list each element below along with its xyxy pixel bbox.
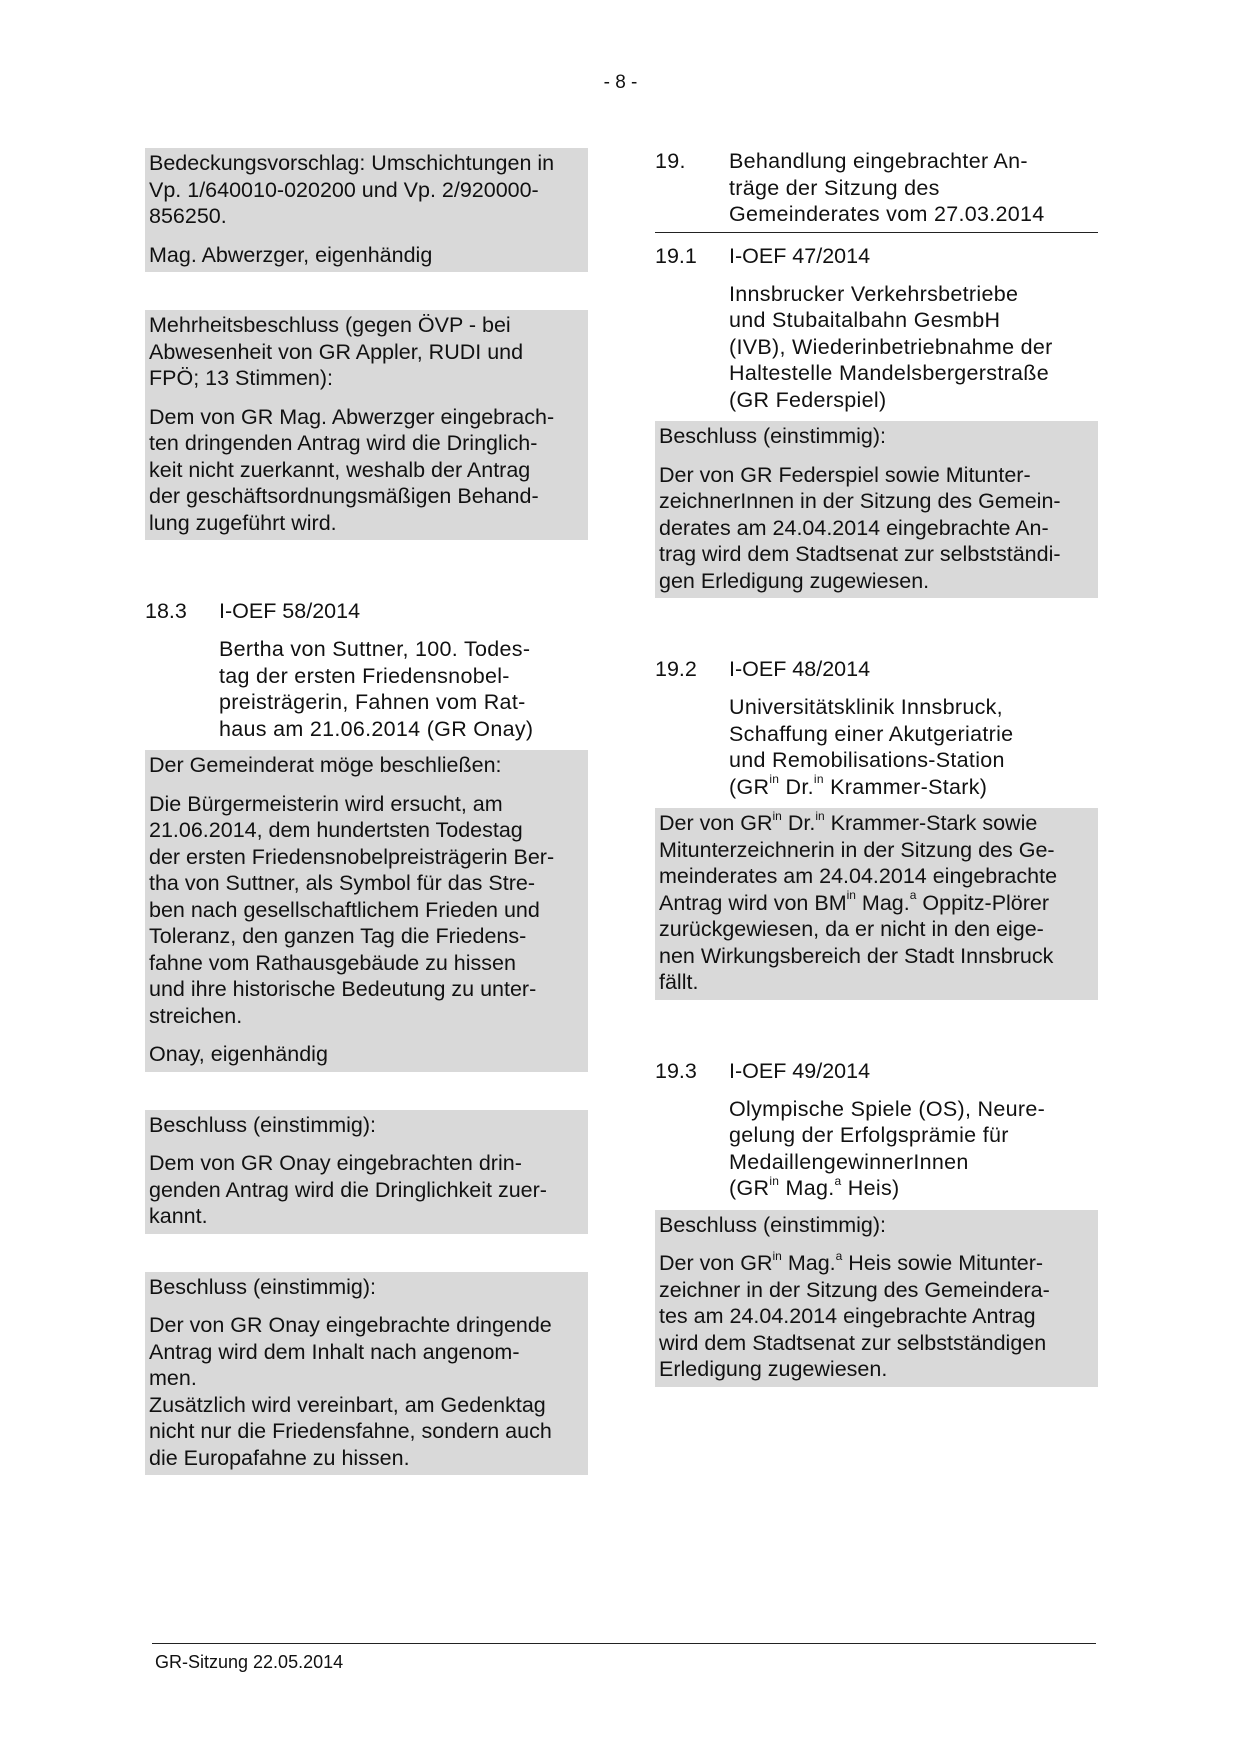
- text-line: FPÖ; 13 Stimmen):: [149, 366, 333, 390]
- text-fragment: Krammer-Stark sowie: [824, 811, 1038, 835]
- text-line: (IVB), Wiederinbetriebnahme der: [729, 334, 1053, 359]
- signature-onay: Onay, eigenhändig: [149, 1042, 328, 1066]
- resolution-text: [149, 1312, 584, 1471]
- text-line: MedaillengewinnerInnen: [729, 1149, 969, 1174]
- resolution-text: [149, 1150, 584, 1230]
- motion-heading: Der Gemeinderat möge beschließen:: [149, 753, 502, 777]
- item-number: 19.3: [655, 1058, 697, 1083]
- text-line: [659, 1250, 1094, 1277]
- text-line: 856250.: [149, 204, 227, 228]
- text-line: ten dringenden Antrag wird die Dringlich-: [149, 431, 538, 455]
- item-19-3: [655, 1058, 1098, 1202]
- text-line: ben nach gesellschaftlichem Frieden und: [149, 897, 540, 922]
- superscript: in: [772, 808, 782, 823]
- text-line: Zusätzlich wird vereinbart, am Gedenktag: [149, 1392, 546, 1417]
- item-heading: [655, 243, 1098, 269]
- item-title: [729, 281, 1098, 414]
- text-line: Toleranz, den ganzen Tag die Friedens-: [149, 924, 527, 948]
- text-fragment: Dr.: [779, 774, 814, 799]
- item-code: I-OEF 49/2014: [729, 1058, 871, 1083]
- item-heading: [655, 1058, 1098, 1084]
- text-line: Schaffung einer Akutgeriatrie: [729, 721, 1014, 746]
- text-line: zeichnerInnen in der Sitzung des Gemein-: [659, 489, 1061, 513]
- text-line: die Europafahne zu hissen.: [149, 1445, 410, 1470]
- superscript: in: [769, 1173, 780, 1188]
- text-line: tha von Suttner, als Symbol für das Stre-: [149, 871, 535, 895]
- resolution-text: [659, 1250, 1094, 1383]
- text-line: und Stubaitalbahn GesmbH: [729, 308, 1001, 332]
- text-line: nen Wirkungsbereich der Stadt Innsbruck: [659, 943, 1054, 968]
- right-column: [655, 148, 1098, 1387]
- text-line: Behandlung eingebrachter An-: [729, 149, 1028, 173]
- text-fragment: (GR: [729, 774, 770, 799]
- text-line: der geschäftsordnungsmäßigen Behand-: [149, 484, 539, 508]
- text-line: lung zugeführt wird.: [149, 510, 337, 535]
- section-number: 19.: [655, 149, 686, 173]
- text-line: Erledigung zugewiesen.: [659, 1357, 888, 1381]
- text-line: gen Erledigung zugewiesen.: [659, 568, 930, 593]
- superscript: in: [769, 772, 780, 787]
- section-title: [729, 148, 1045, 228]
- text-line: derates am 24.04.2014 eingebrachte An-: [659, 515, 1049, 540]
- item-19-1: [655, 243, 1098, 414]
- text-line: Gemeinderates vom 27.03.2014: [729, 202, 1045, 226]
- item-number: 19.1: [655, 243, 697, 268]
- text-line: men.: [149, 1366, 197, 1390]
- text-line: und ihre historische Bedeutung zu unter-: [149, 977, 537, 1001]
- item-code: I-OEF 58/2014: [219, 599, 361, 623]
- item-code: I-OEF 48/2014: [729, 657, 871, 681]
- text-line: fällt.: [659, 970, 699, 994]
- footer-session-date: GR-Sitzung 22.05.2014: [155, 1652, 344, 1672]
- item-heading: [145, 598, 588, 624]
- text-line: meinderates am 24.04.2014 eingebrachte: [659, 864, 1058, 888]
- text-line: Der von GR Federspiel sowie Mitunter-: [659, 462, 1031, 487]
- text-line: fahne vom Rathausgebäude zu hissen: [149, 950, 516, 975]
- superscript: in: [813, 772, 824, 787]
- signature-abwerzger: Mag. Abwerzger, eigenhändig: [149, 242, 433, 267]
- superscript: a: [834, 1173, 842, 1188]
- text-line: tes am 24.04.2014 eingebrachte Antrag: [659, 1304, 1036, 1328]
- text-line: trag wird dem Stadtsenat zur selbstständi-: [659, 542, 1061, 566]
- text-fragment: Mag.: [779, 1176, 835, 1200]
- resolution-19-1-box: [655, 421, 1098, 598]
- text-line: zeichner in der Sitzung des Gemeindera-: [659, 1277, 1050, 1302]
- text-line: Der von GR Onay eingebrachte dringende: [149, 1313, 552, 1337]
- text-fragment: Der von GR: [659, 1251, 773, 1275]
- text-fragment: Mag.: [781, 1251, 836, 1275]
- text-line: Abwesenheit von GR Appler, RUDI und: [149, 339, 524, 364]
- coverage-proposal-box: [145, 148, 588, 272]
- coverage-proposal-text: [149, 150, 584, 230]
- resolution-19-3-box: [655, 1210, 1098, 1387]
- text-line: Olympische Spiele (OS), Neure-: [729, 1096, 1046, 1121]
- text-line: [729, 1175, 1098, 1202]
- item-number: 19.2: [655, 657, 697, 681]
- item-19-2: [655, 656, 1098, 800]
- superscript: a: [909, 888, 917, 903]
- text-line: Mitunterzeichnerin in der Sitzung des Ge-: [659, 837, 1055, 862]
- text-line: Mehrheitsbeschluss (gegen ÖVP - bei: [149, 313, 511, 337]
- text-line: [729, 774, 1098, 801]
- page-number: - 8 -: [603, 72, 638, 93]
- resolution-text: [659, 462, 1094, 595]
- text-line: [659, 810, 1094, 837]
- resolution-text: [149, 404, 584, 537]
- text-fragment: (GR: [729, 1176, 770, 1200]
- item-title: [729, 694, 1098, 800]
- superscript: in: [772, 1248, 782, 1263]
- item-code: I-OEF 47/2014: [729, 243, 871, 268]
- text-line: zurückgewiesen, da er nicht in den eige-: [659, 917, 1044, 941]
- text-line: [659, 890, 1094, 917]
- text-line: streichen.: [149, 1003, 243, 1028]
- text-line: 21.06.2014, dem hundertsten Todestag: [149, 818, 523, 842]
- urgency-resolution-box: [145, 1110, 588, 1234]
- resolution-19-2-box: [655, 808, 1098, 1000]
- text-fragment: Der von GR: [659, 811, 773, 835]
- text-line: tag der ersten Friedensnobel-: [219, 663, 510, 688]
- text-line: Dem von GR Mag. Abwerzger eingebrach-: [149, 404, 555, 429]
- superscript: a: [835, 1248, 843, 1263]
- text-line: wird dem Stadtsenat zur selbstständigen: [659, 1330, 1047, 1355]
- text-fragment: Krammer-Stark): [823, 774, 988, 799]
- text-line: träge der Sitzung des: [729, 175, 940, 200]
- text-fragment: Dr.: [781, 811, 816, 835]
- motion-text: [149, 791, 584, 1030]
- text-line: Bertha von Suttner, 100. Todes-: [219, 637, 531, 661]
- text-line: der ersten Friedensnobelpreisträgerin Ber-: [149, 844, 555, 869]
- majority-resolution-box: [145, 310, 588, 540]
- text-line: Antrag wird dem Inhalt nach angenom-: [149, 1339, 520, 1364]
- item-heading: [655, 656, 1098, 682]
- text-line: nicht nur die Friedensfahne, sondern auch: [149, 1419, 552, 1443]
- item-number: 18.3: [145, 599, 187, 623]
- item-title: [729, 1096, 1098, 1202]
- text-fragment: Oppitz-Plörer: [916, 890, 1050, 915]
- superscript: in: [815, 808, 825, 823]
- text-line: keit nicht zuerkannt, weshalb der Antrag: [149, 457, 531, 482]
- resolution-heading: Beschluss (einstimmig):: [149, 1112, 376, 1137]
- text-line: (GR Federspiel): [729, 387, 887, 412]
- text-line: kannt.: [149, 1204, 208, 1228]
- text-line: Universitätsklinik Innsbruck,: [729, 695, 1003, 719]
- text-fragment: Heis): [841, 1176, 900, 1200]
- resolution-text: [659, 810, 1094, 996]
- text-fragment: Heis sowie Mitunter-: [842, 1251, 1044, 1275]
- text-line: Innsbrucker Verkehrsbetriebe: [729, 281, 1019, 306]
- text-line: haus am 21.06.2014 (GR Onay): [219, 716, 534, 741]
- left-column: [145, 148, 588, 1475]
- resolution-heading: [149, 312, 584, 392]
- text-fragment: Mag.: [855, 890, 910, 915]
- item-18-3: [145, 598, 588, 742]
- text-line: Die Bürgermeisterin wird ersucht, am: [149, 791, 503, 816]
- text-line: Haltestelle Mandelsbergerstraße: [729, 361, 1049, 385]
- text-line: preisträgerin, Fahnen vom Rat-: [219, 690, 526, 714]
- text-fragment: Antrag wird von BM: [659, 890, 847, 915]
- section-19-heading: [655, 148, 1098, 233]
- text-line: und Remobilisations-Station: [729, 748, 1005, 772]
- resolution-heading: Beschluss (einstimmig):: [659, 424, 886, 448]
- text-line: Dem von GR Onay eingebrachten drin-: [149, 1151, 522, 1175]
- text-line: Vp. 1/640010-020200 und Vp. 2/920000-: [149, 177, 539, 202]
- resolution-heading: Beschluss (einstimmig):: [149, 1274, 376, 1299]
- text-line: Bedeckungsvorschlag: Umschichtungen in: [149, 151, 555, 175]
- content-resolution-box: [145, 1272, 588, 1476]
- motion-box: [145, 750, 588, 1072]
- resolution-heading: Beschluss (einstimmig):: [659, 1212, 886, 1237]
- text-line: genden Antrag wird die Dringlichkeit zuer-: [149, 1177, 547, 1202]
- item-title: [219, 636, 588, 742]
- superscript: in: [846, 888, 856, 903]
- text-line: gelung der Erfolgsprämie für: [729, 1123, 1009, 1147]
- footer-divider: [152, 1643, 1096, 1644]
